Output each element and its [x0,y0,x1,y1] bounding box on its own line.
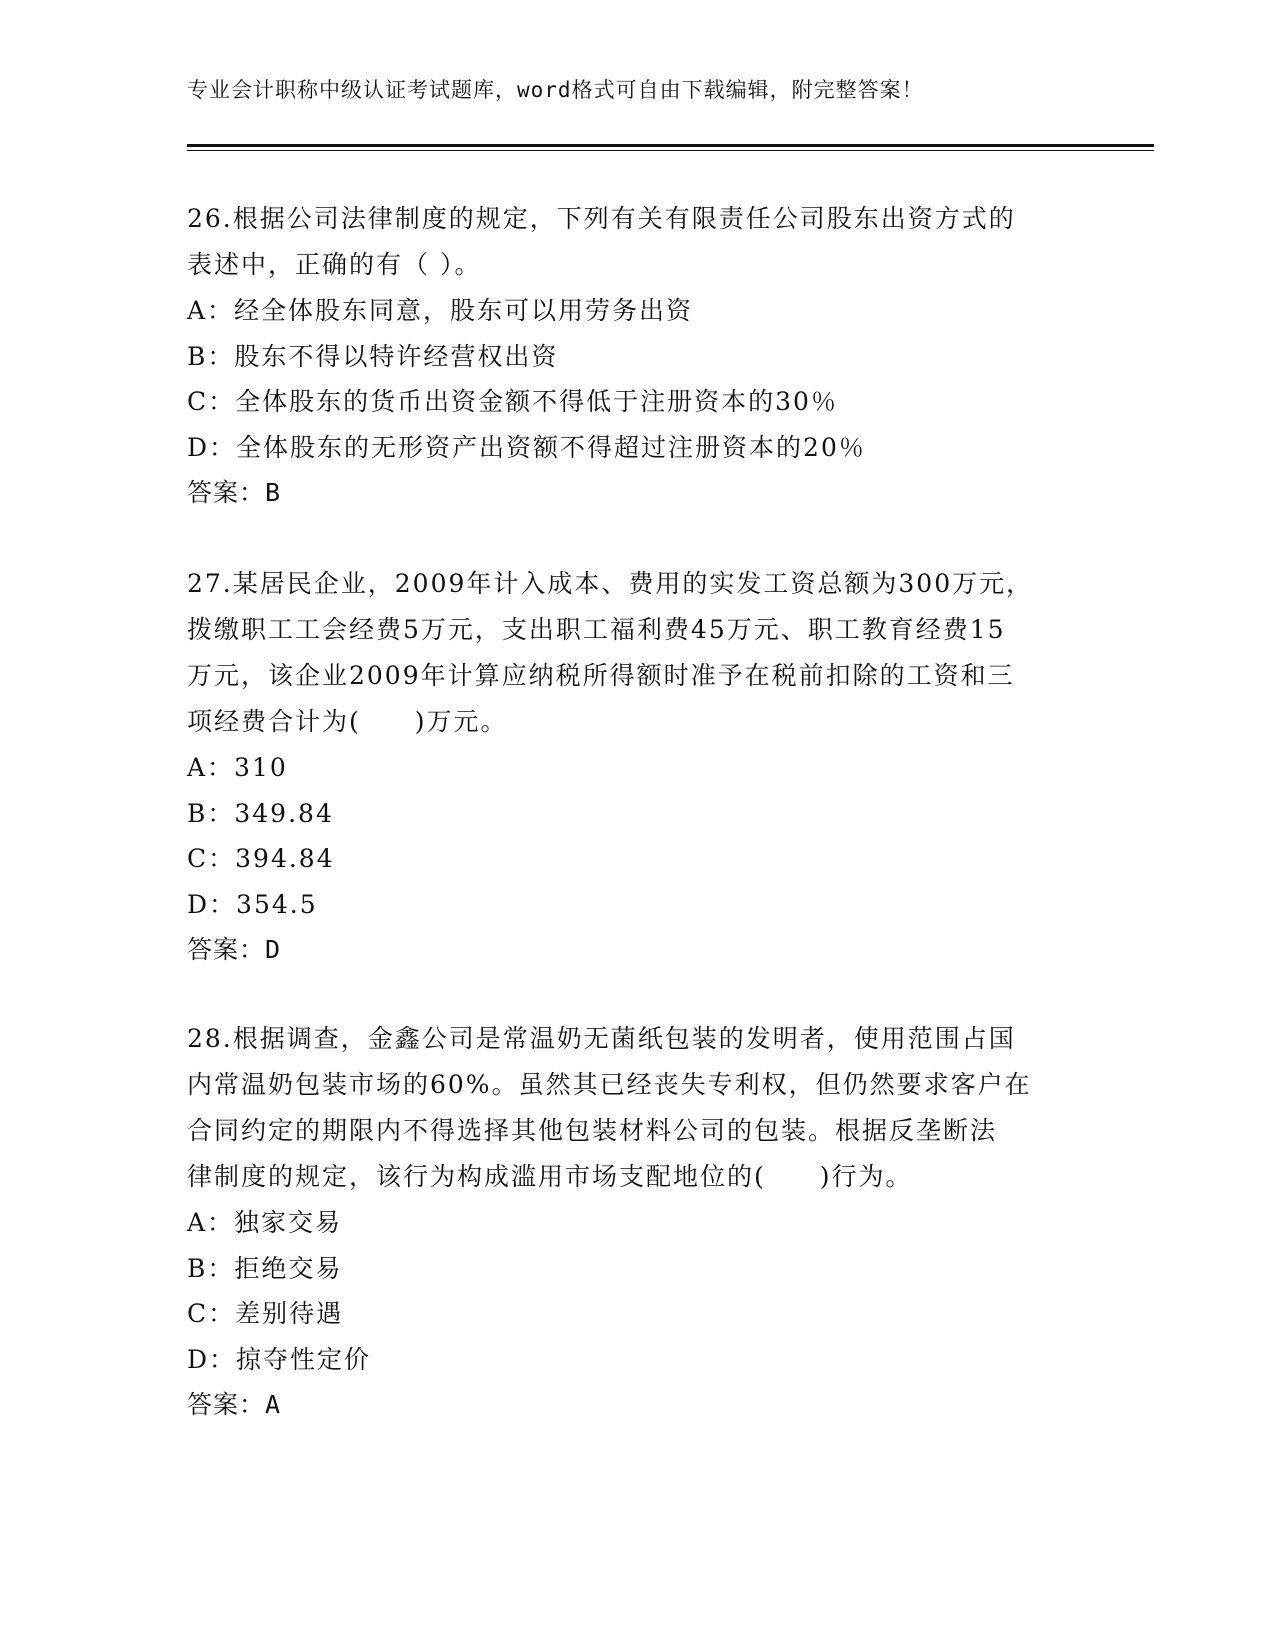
question-text-line: 项经费合计为( )万元。 [187,707,508,736]
option-a: A：310 [187,753,288,782]
answer: 答案：A [187,1390,282,1419]
question-26 [187,196,1087,515]
question-text-line: 拨缴职工工会经费5万元，支出职工福利费45万元、职工教育经费15 [187,615,1006,644]
option-c: C：全体股东的货币出资金额不得低于注册资本的30％ [187,387,838,416]
page-header: 专业会计职称中级认证考试题库，word格式可自由下载编辑，附完整答案！ [187,78,924,102]
question-text-line: 万元，该企业2009年计算应纳税所得额时准予在税前扣除的工资和三 [187,661,1015,690]
question-text-line: 27.某居民企业，2009年计入成本、费用的实发工资总额为300万元， [187,569,1034,598]
option-c: C：394.84 [187,844,335,873]
question-28 [187,1016,1087,1427]
question-text-line: 内常温奶包装市场的60%。虽然其已经丧失专利权，但仍然要求客户在 [187,1070,1032,1099]
option-d: D：掠夺性定价 [187,1344,372,1374]
header-rule-thick [187,144,1154,147]
question-text-line: 合同约定的期限内不得选择其他包装材料公司的包装。根据反垄断法 [187,1116,998,1145]
option-b: B：349.84 [187,798,334,828]
question-text-line: 28.根据调查，金鑫公司是常温奶无菌纸包装的发明者，使用范围占国 [187,1024,1016,1053]
answer: 答案：D [187,935,282,964]
header-rule-thin [187,150,1154,151]
option-c: C：差别待遇 [187,1299,344,1328]
option-a: A：经全体股东同意，股东可以用劳务出资 [187,296,694,325]
question-text-line: 律制度的规定，该行为构成滥用市场支配地位的( )行为。 [187,1162,913,1191]
option-b: B：拒绝交易 [187,1253,343,1283]
question-text-line: 26.根据公司法律制度的规定，下列有关有限责任公司股东出资方式的 [187,204,1016,233]
option-d: D：354.5 [187,889,318,919]
question-27 [187,561,1087,972]
option-a: A：独家交易 [187,1208,343,1237]
question-text-line: 表述中，正确的有（ ）。 [187,250,482,279]
option-d: D：全体股东的无形资产出资额不得超过注册资本的20％ [187,432,866,462]
option-b: B：股东不得以特许经营权出资 [187,341,559,371]
answer: 答案：B [187,478,282,507]
